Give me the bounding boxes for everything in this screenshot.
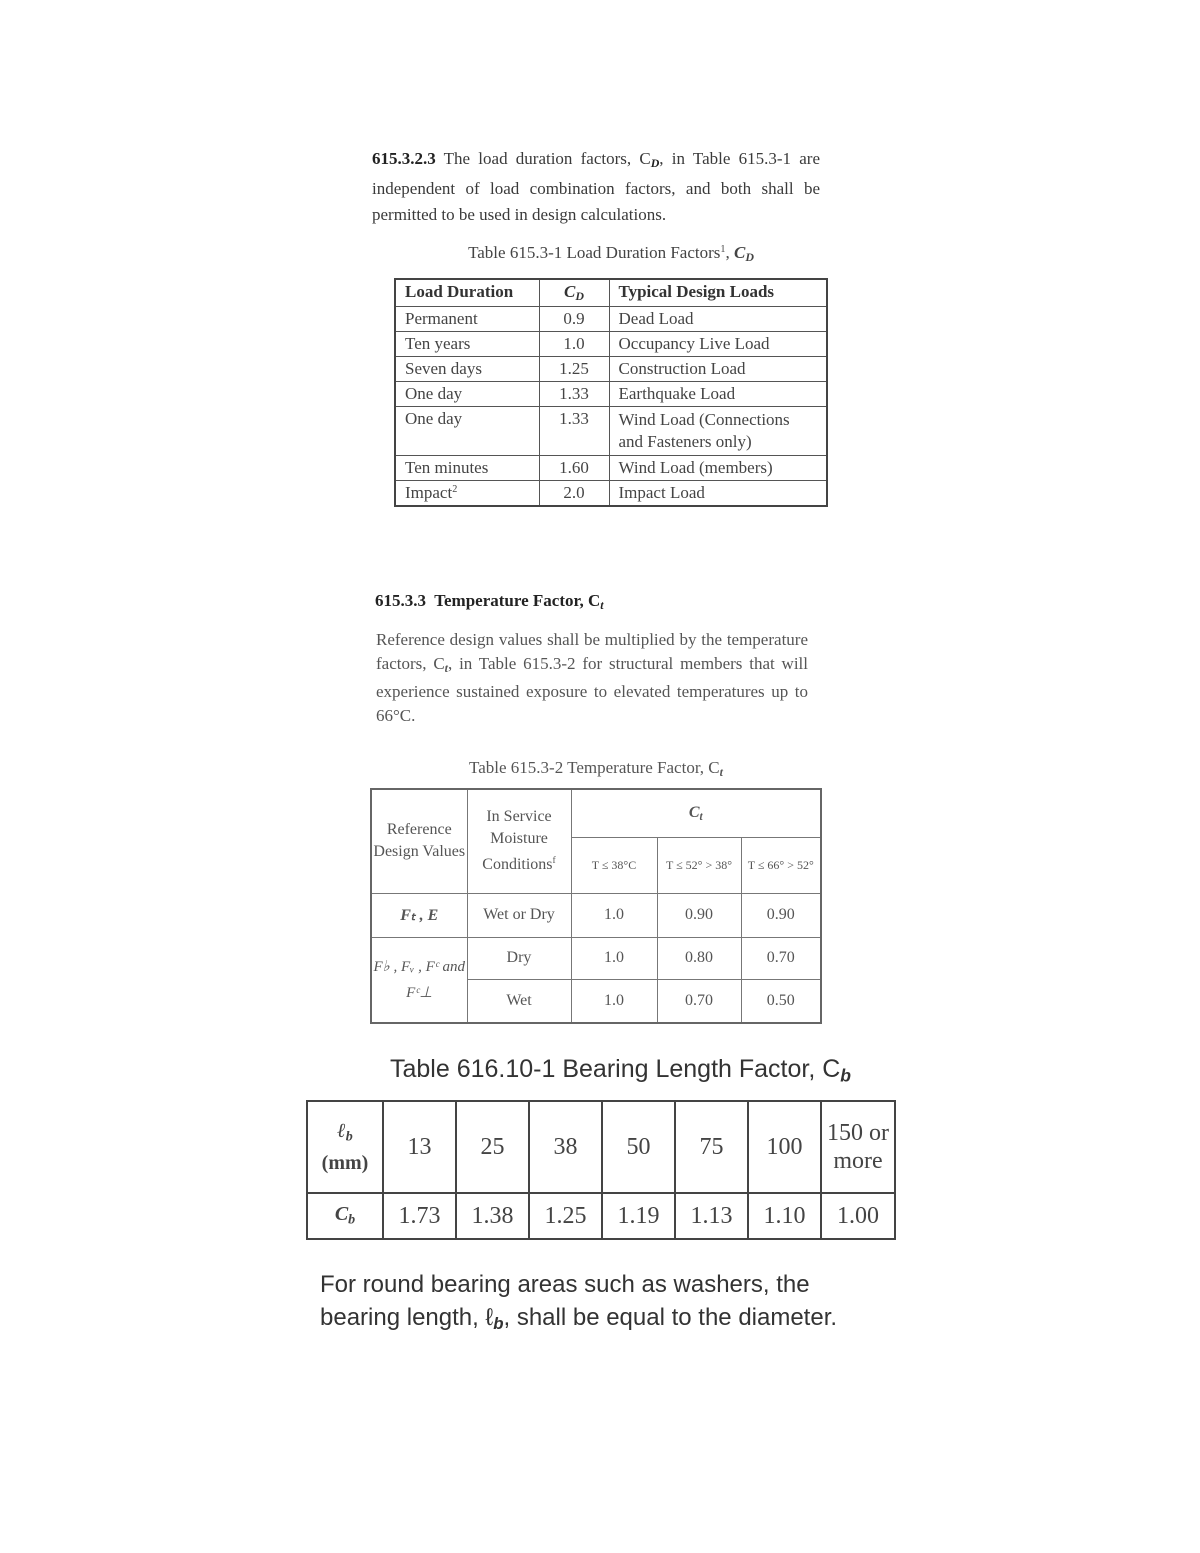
cell-length: 38 (529, 1101, 602, 1193)
cell-loads: Earthquake Load (609, 381, 827, 406)
temperature-factor-table (370, 788, 822, 1024)
cell-factor: 1.19 (602, 1193, 675, 1239)
cell-factor: 1.10 (748, 1193, 821, 1239)
cell-moisture: Wet or Dry (467, 893, 571, 937)
cell-value: 0.50 (741, 979, 821, 1023)
bearing-length-table (306, 1100, 896, 1240)
header-ct: $C_t$ (571, 789, 821, 837)
row-head-length: ℓ$_b$ (mm) (307, 1101, 383, 1193)
section-615-3-3-body: Reference design values shall be multiplied by the temperature factors, $C_t$, in Table 615.3-2 for structural members that will experience sustained exposure to elevated temperatures up to 66°C. (376, 630, 808, 725)
cell-ref: Fₜ , E (371, 893, 467, 937)
cell-value: 0.70 (741, 937, 821, 979)
header-load-duration: Load Duration (395, 279, 539, 306)
cell-factor: 1.00 (821, 1193, 895, 1239)
table-row (395, 331, 827, 356)
cell-factor: 1.13 (675, 1193, 748, 1239)
cell-cd: 1.0 (539, 331, 609, 356)
lengths-row (307, 1101, 895, 1193)
header-moisture-conditions: In Service Moisture Conditions$^f$ (467, 789, 571, 893)
cell-duration: One day (395, 406, 539, 455)
cell-moisture: Dry (467, 937, 571, 979)
cell-length: 75 (675, 1101, 748, 1193)
section-615-3-3-number: 615.3.3 (375, 591, 426, 610)
section-symbol-sub: D (650, 155, 660, 170)
cell-value: 0.80 (657, 937, 741, 979)
table1-caption-prefix: Table 615.3-1 Load Duration Factors (468, 243, 721, 262)
table-row (395, 356, 827, 381)
cell-loads: Dead Load (609, 306, 827, 331)
cell-loads: Wind Load (members) (609, 455, 827, 480)
cell-value: 1.0 (571, 979, 657, 1023)
cell-duration: Impact$^2$ (395, 480, 539, 506)
temp-col-3: T ≤ 66° > 52° (741, 837, 821, 893)
table-row (395, 455, 827, 480)
table-header-row (395, 279, 827, 306)
cell-length: 150 or more (821, 1101, 895, 1193)
table-row (395, 381, 827, 406)
cell-length: 100 (748, 1101, 821, 1193)
cell-duration: Ten years (395, 331, 539, 356)
cell-length: 25 (456, 1101, 529, 1193)
cell-factor: 1.25 (529, 1193, 602, 1239)
cell-value: 1.0 (571, 893, 657, 937)
cell-duration: Permanent (395, 306, 539, 331)
header-cd: $C_D$ (539, 279, 609, 306)
cell-loads: Occupancy Live Load (609, 331, 827, 356)
load-duration-table (394, 278, 828, 507)
temp-col-1: T ≤ 38°C (571, 837, 657, 893)
table1-caption-sup: 1 (720, 243, 726, 255)
cell-value: 1.0 (571, 937, 657, 979)
table-row (371, 937, 821, 979)
cell-value: 0.70 (657, 979, 741, 1023)
cell-duration: One day (395, 381, 539, 406)
table-row (371, 893, 821, 937)
cell-cd: 1.33 (539, 381, 609, 406)
section-text: The load duration factors, C (443, 149, 651, 168)
section-number: 615.3.2.3 (372, 149, 436, 168)
table1-caption: Table 615.3-1 Load Duration Factors$^1$, $C_D$ (468, 243, 754, 264)
header-typical-loads: Typical Design Loads (609, 279, 827, 306)
section-615-3-3-body-rest: , in Table 615.3-2 for structural members that will experience sustained exposure to elevated temperatures up to 66°C. (376, 654, 808, 725)
table-row (395, 406, 827, 455)
row-head-cb: $C_b$ (307, 1193, 383, 1239)
cell-cd: 1.60 (539, 455, 609, 480)
cell-cd: 2.0 (539, 480, 609, 506)
factors-row (307, 1193, 895, 1239)
cell-value: 0.90 (657, 893, 741, 937)
closing-paragraph: For round bearing areas such as washers, the bearing length, ℓ$_b$, shall be equal to the diameter. (320, 1271, 838, 1334)
cell-duration: Seven days (395, 356, 539, 381)
cell-factor: 1.38 (456, 1193, 529, 1239)
table2-caption: Table 615.3-2 Temperature Factor, $C_t$ (469, 758, 723, 779)
cell-factor: 1.73 (383, 1193, 456, 1239)
section-615-3-2-3 (372, 146, 820, 228)
cell-length: 13 (383, 1101, 456, 1193)
cell-cd: 1.33 (539, 406, 609, 455)
cell-cd: 0.9 (539, 306, 609, 331)
cell-moisture: Wet (467, 979, 571, 1023)
table-row (395, 306, 827, 331)
cell-loads: Wind Load (Connections and Fasteners only) (609, 406, 827, 455)
cell-cd: 1.25 (539, 356, 609, 381)
table1-caption-symbol: C (733, 243, 746, 262)
cell-loads: Construction Load (609, 356, 827, 381)
section-615-3-3-body-start: Reference design values shall be multiplied by the temperature factors, C (376, 630, 808, 673)
table1-caption-symbol-sub: D (745, 249, 754, 264)
cell-loads: Impact Load (609, 480, 827, 506)
cell-length: 50 (602, 1101, 675, 1193)
section-text-rest: , in Table 615.3-1 are independent of load combination factors, and both shall be permitted to be used in design calculations. (372, 149, 820, 224)
table-row (395, 480, 827, 506)
cell-value: 0.90 (741, 893, 821, 937)
header-reference-design-values: Reference Design Values (371, 789, 467, 893)
section-615-3-3-heading: 615.3.3 Temperature Factor, $C_t$ (375, 591, 604, 612)
section-615-3-3-title: Temperature Factor, C (434, 591, 601, 610)
cell-duration: Ten minutes (395, 455, 539, 480)
cell-ref-group: F♭ , Fᵥ , Fᶜ and Fᶜ⊥ (371, 937, 467, 1023)
table3-caption: Table 616.10-1 Bearing Length Factor, $C_b$ (390, 1055, 851, 1086)
temp-col-2: T ≤ 52° > 38° (657, 837, 741, 893)
